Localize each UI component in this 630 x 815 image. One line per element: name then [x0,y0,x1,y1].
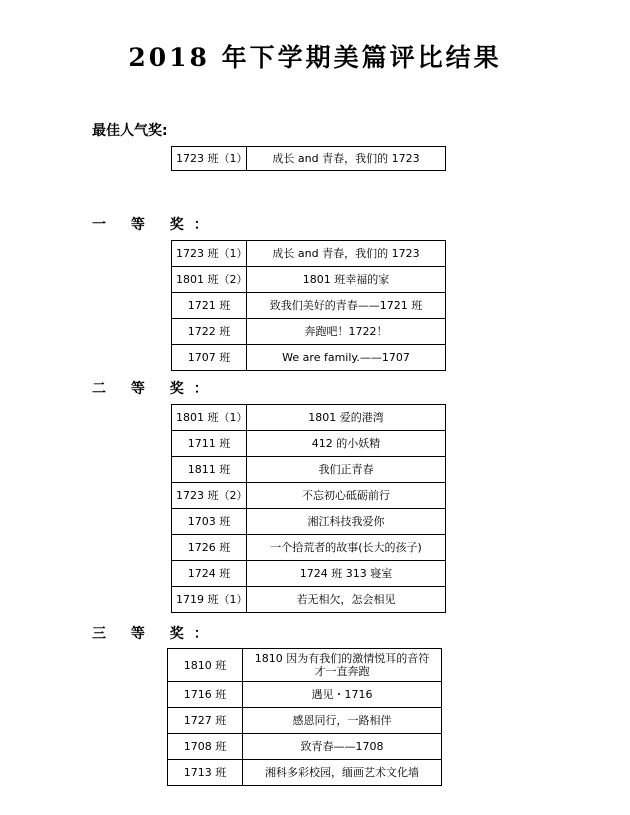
work-title-cell: 成长 and 青春，我们的 1723 [247,241,446,267]
table-row [172,267,446,293]
class-cell: 1719 班（1） [172,587,247,613]
second-prize-heading: 二 等 奖： [92,381,218,397]
work-title-cell: 1724 班 313 寝室 [247,561,446,587]
work-title-cell: 感恩同行，一路相伴 [243,708,442,734]
work-title-cell: 致青春——1708 [243,734,442,760]
work-title-cell: 若无相欠，怎会相见 [247,587,446,613]
table-row [172,535,446,561]
class-cell: 1811 班 [172,457,247,483]
work-title-line-2: 才一直奔跑 [314,665,370,678]
class-cell: 1801 班（1） [172,405,247,431]
class-cell: 1801 班（2） [172,267,247,293]
second-prize-table [171,404,446,613]
work-title-line-1: 1810 因为有我们的激情悦耳的音符 [254,652,430,665]
work-title-cell: 我们正青春 [247,457,446,483]
class-cell: 1726 班 [172,535,247,561]
work-title-cell: 湘江科技我爱你 [247,509,446,535]
work-title-cell [243,649,442,682]
class-cell: 1713 班 [168,760,243,786]
class-cell: 1724 班 [172,561,247,587]
table-row [172,587,446,613]
work-title-cell: 412 的小妖精 [247,431,446,457]
table-row [172,241,446,267]
table-row [168,682,442,708]
page-title: 2018 年下学期美篇评比结果 [128,43,502,72]
table-row [172,483,446,509]
first-prize-heading: 一 等 奖： [92,217,218,233]
table-row [172,561,446,587]
table-row [168,760,442,786]
popular-award-heading: 最佳人气奖: [92,123,168,139]
class-cell: 1707 班 [172,345,247,371]
work-title-cell: We are family.——1707 [247,345,446,371]
work-title-cell: 湘科多彩校园，缅画艺术文化墙 [243,760,442,786]
table-row [168,734,442,760]
work-title-cell: 一个拾荒者的故事(长大的孩子) [247,535,446,561]
table-row [172,147,446,171]
work-title-cell: 不忘初心砥砺前行 [247,483,446,509]
work-title-cell: 1801 班幸福的家 [247,267,446,293]
table-row [172,431,446,457]
class-cell: 1716 班 [168,682,243,708]
work-title-cell: 成长 and 青春，我们的 1723 [247,147,446,171]
third-prize-table [167,648,442,786]
work-title-cell: 奔跑吧！1722！ [247,319,446,345]
table-row [168,708,442,734]
table-row [172,319,446,345]
class-cell: 1703 班 [172,509,247,535]
class-cell: 1711 班 [172,431,247,457]
class-cell: 1723 班（2） [172,483,247,509]
table-row [172,457,446,483]
third-prize-heading: 三 等 奖： [92,626,218,642]
table-row [172,509,446,535]
class-cell: 1727 班 [168,708,243,734]
table-row [168,649,442,682]
first-prize-table [171,240,446,371]
class-cell: 1723 班（1） [172,241,247,267]
work-title-cell: 遇见・1716 [243,682,442,708]
class-cell: 1810 班 [168,649,243,682]
work-title-cell: 1801 爱的港湾 [247,405,446,431]
work-title-cell: 致我们美好的青春——1721 班 [247,293,446,319]
class-cell: 1721 班 [172,293,247,319]
class-cell: 1722 班 [172,319,247,345]
class-cell: 1708 班 [168,734,243,760]
table-row [172,405,446,431]
popular-award-table [171,146,446,171]
table-row [172,293,446,319]
table-row [172,345,446,371]
class-cell: 1723 班（1） [172,147,247,171]
